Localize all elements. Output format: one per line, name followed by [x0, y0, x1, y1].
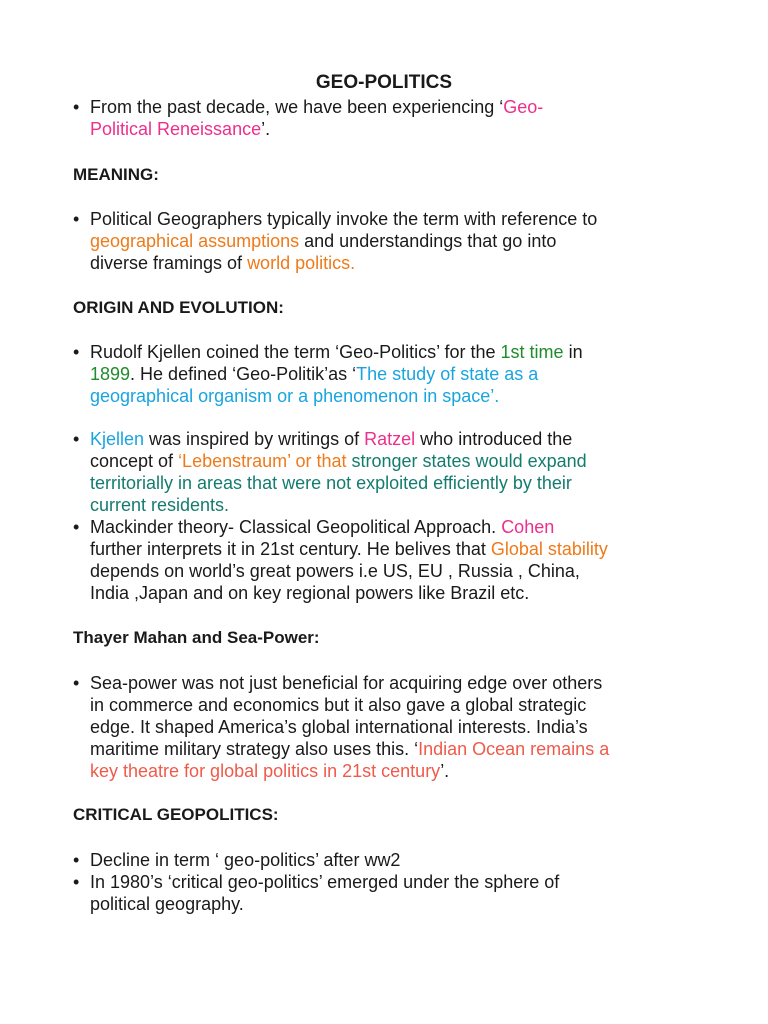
- origin-text: Mackinder theory- Classical Geopolitical Approach.: [90, 517, 502, 537]
- intro-highlight: Political Reneissance: [90, 119, 262, 139]
- origin-text: depends on world’s great powers i.e US, EU , Russia , China,: [90, 561, 580, 581]
- mahan-highlight: Indian Ocean remains a: [418, 739, 610, 759]
- origin-bullet-mackinder: [73, 516, 713, 604]
- origin-highlight: geographical organism or a phenomenon in space’.: [90, 386, 500, 406]
- intro-text: From the past decade, we have been experiencing ‘: [90, 97, 504, 117]
- origin-text: was inspired by writings of: [144, 429, 365, 449]
- mahan-text: ’.: [440, 761, 450, 781]
- origin-text: India ,Japan and on key regional powers like Brazil etc.: [90, 583, 530, 603]
- origin-highlight: Ratzel: [364, 429, 416, 449]
- bullet-marker: •: [73, 342, 80, 362]
- origin-text: . He defined ‘Geo-Politik’as ‘: [130, 364, 357, 384]
- page-title: GEO-POLITICS: [315, 72, 453, 93]
- critical-text: In 1980’s ‘critical geo-politics’ emerged under the sphere of: [90, 872, 560, 892]
- origin-highlight: current residents.: [90, 495, 230, 515]
- mahan-bullet: [73, 672, 713, 782]
- origin-highlight: Kjellen: [90, 429, 145, 449]
- mahan-highlight: key theatre for global politics in 21st century: [90, 761, 441, 781]
- meaning-highlight: world politics.: [247, 253, 356, 273]
- section-heading-critical: CRITICAL GEOPOLITICS:: [73, 805, 279, 824]
- meaning-highlight: geographical assumptions: [90, 231, 300, 251]
- meaning-text: diverse framings of: [90, 253, 248, 273]
- section-heading-mahan: Thayer Mahan and Sea-Power:: [73, 628, 320, 647]
- mahan-text: in commerce and economics but it also gave a global strategic: [90, 695, 587, 715]
- bullet-marker: •: [73, 97, 80, 117]
- origin-text: Rudolf Kjellen coined the term ‘Geo-Politics’ for the: [90, 342, 501, 362]
- bullet-marker: •: [73, 673, 80, 693]
- origin-bullet-ratzel: [73, 428, 713, 516]
- origin-text: concept of: [90, 451, 179, 471]
- bullet-marker: •: [73, 429, 80, 449]
- origin-highlight: 1899: [90, 364, 131, 384]
- origin-highlight: The study of state as a: [356, 364, 539, 384]
- bullet-marker: •: [73, 850, 80, 870]
- origin-highlight: stronger states would expand: [346, 451, 587, 471]
- origin-text: who introduced the: [415, 429, 573, 449]
- intro-text: ’.: [261, 119, 271, 139]
- meaning-text: Political Geographers typically invoke the term with reference to: [90, 209, 598, 229]
- origin-highlight: Global stability: [490, 539, 608, 559]
- origin-text: in: [563, 342, 583, 362]
- origin-bullet-kjellen: [73, 341, 713, 407]
- intro-highlight: Geo-: [503, 97, 544, 117]
- mahan-text: Sea-power was not just beneficial for acquiring edge over others: [90, 673, 603, 693]
- origin-highlight: ‘Lebenstraum’ or that: [178, 451, 347, 471]
- origin-highlight: Cohen: [501, 517, 555, 537]
- critical-bullet-decline: [73, 849, 713, 871]
- section-heading-origin: ORIGIN AND EVOLUTION:: [73, 298, 284, 317]
- origin-highlight: 1st time: [500, 342, 564, 362]
- bullet-marker: •: [73, 872, 80, 892]
- mahan-text: maritime military strategy also uses this. ‘: [90, 739, 419, 759]
- mahan-text: edge. It shaped America’s global international interests. India’s: [90, 717, 588, 737]
- critical-text: Decline in term ‘ geo-politics’ after ww2: [90, 850, 401, 870]
- meaning-bullet: [73, 208, 713, 274]
- critical-text: political geography.: [90, 894, 244, 914]
- bullet-marker: •: [73, 209, 80, 229]
- bullet-marker: •: [73, 517, 80, 537]
- origin-text: further interprets it in 21st century. He belives that: [90, 539, 491, 559]
- critical-bullet-1980s: [73, 871, 713, 915]
- origin-highlight: territorially in areas that were not exploited efficiently by their: [90, 473, 572, 493]
- section-heading-meaning: MEANING:: [73, 165, 159, 184]
- meaning-text: and understandings that go into: [299, 231, 557, 251]
- intro-bullet: [73, 96, 713, 140]
